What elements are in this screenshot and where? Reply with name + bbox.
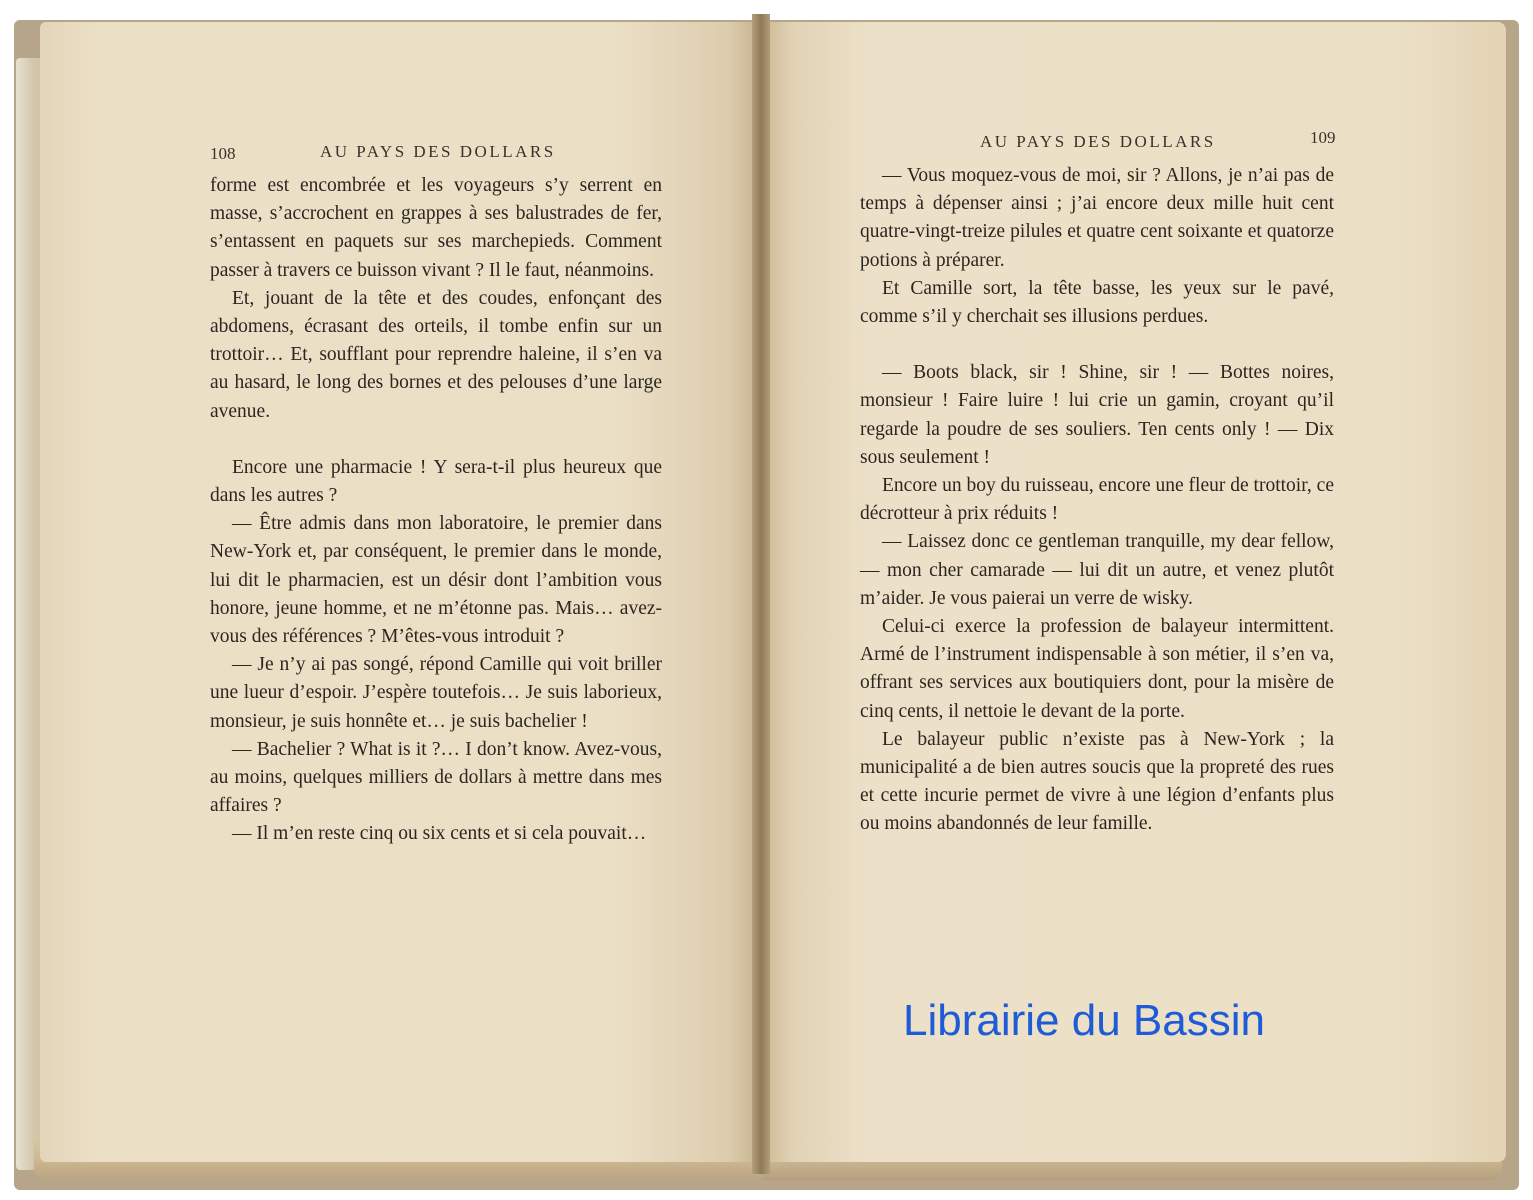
- paragraph: — Bachelier ? What is it ?… I don’t know. Avez-vous, au moins, quelques milliers de dollars à mettre dans mes affaires ?: [210, 738, 662, 817]
- right-page: [764, 22, 1506, 1162]
- paragraph: Encore un boy du ruisseau, encore une fleur de trottoir, ce décrotteur à prix réduits !: [860, 475, 1334, 525]
- paragraph: — Laissez donc ce gentleman tranquille, my dear fellow, — mon cher camarade — lui dit un autre, et venez plutôt m’aider. Je vous paierai un verre de wisky.: [860, 531, 1334, 609]
- page-number: 109: [1310, 128, 1336, 147]
- paragraph: Celui-ci exerce la profession de balayeur intermittent. Armé de l’instrument indispensable à son métier, il s’en va, offrant ses services aux boutiquiers dont, pour la misère de cinq cents, il nettoie le devant de la porte.: [860, 616, 1334, 722]
- page-text: [860, 162, 1334, 839]
- paragraph: forme est encombrée et les voyageurs s’y serrent en masse, s’accrochent en grappes à ses balustrades de fer, s’entassent en paquets sur ses marchepieds. Comment passer à travers ce buisson vivant ? Il le faut, néanmoins.: [210, 175, 662, 281]
- paragraph: — Il m’en reste cinq ou six cents et si cela pouvait…: [232, 823, 647, 845]
- section-break: [860, 331, 1334, 359]
- watermark: Librairie du Bassin: [903, 996, 1265, 1045]
- paragraph: — Être admis dans mon laboratoire, le premier dans New-York et, par conséquent, le premier dans le monde, lui dit le pharmacien, est un désir dont l’ambition vous honore, jeune homme, et ne m’étonne pas. Mais… avez-vous des références ? M’êtes-vous introduit ?: [210, 513, 662, 648]
- paragraph: Et, jouant de la tête et des coudes, enfonçant des abdomens, écrasant des orteils, il tombe enfin sur un trottoir… Et, soufflant pour reprendre haleine, il s’en va au hasard, le long des bornes et des pelouses d’une large avenue.: [210, 287, 662, 422]
- paragraph: Le balayeur public n’existe pas à New-York ; la municipalité a de bien autres soucis que la propreté des rues et cette incurie permet de vivre à une légion d’enfants plus ou moins abandonnés de leur famille.: [860, 728, 1334, 835]
- paragraph: — Vous moquez-vous de moi, sir ? Allons, je n’ai pas de temps à dépenser ainsi ; j’ai encore deux mille huit cent quatre-vingt-treize pilules et quatre cent soixante et quatorze potions à préparer.: [860, 165, 1334, 271]
- paragraph: Et Camille sort, la tête basse, les yeux sur le pavé, comme s’il y cherchait ses illusions perdues.: [860, 277, 1334, 328]
- left-page: [40, 22, 756, 1162]
- paragraph: — Je n’y ai pas songé, répond Camille qui voit briller une lueur d’espoir. J’espère toutefois… Je suis laborieux, monsieur, je suis honnête et… je suis bachelier !: [210, 654, 662, 732]
- section-break: [210, 426, 662, 454]
- running-head: AU PAYS DES DOLLARS: [320, 142, 556, 161]
- page-text: [210, 172, 662, 849]
- running-head: AU PAYS DES DOLLARS: [980, 132, 1216, 151]
- paragraph: Encore une pharmacie ! Y sera-t-il plus heureux que dans les autres ?: [210, 456, 662, 507]
- paragraph: — Boots black, sir ! Shine, sir ! — Bottes noires, monsieur ! Faire luire ! lui crie un gamin, croyant qu’il regarde la poudre de ses souliers. Ten cents only ! — Dix sous seulement !: [860, 362, 1334, 468]
- page-number: 108: [210, 144, 236, 163]
- book-spine-gutter: [752, 14, 770, 1174]
